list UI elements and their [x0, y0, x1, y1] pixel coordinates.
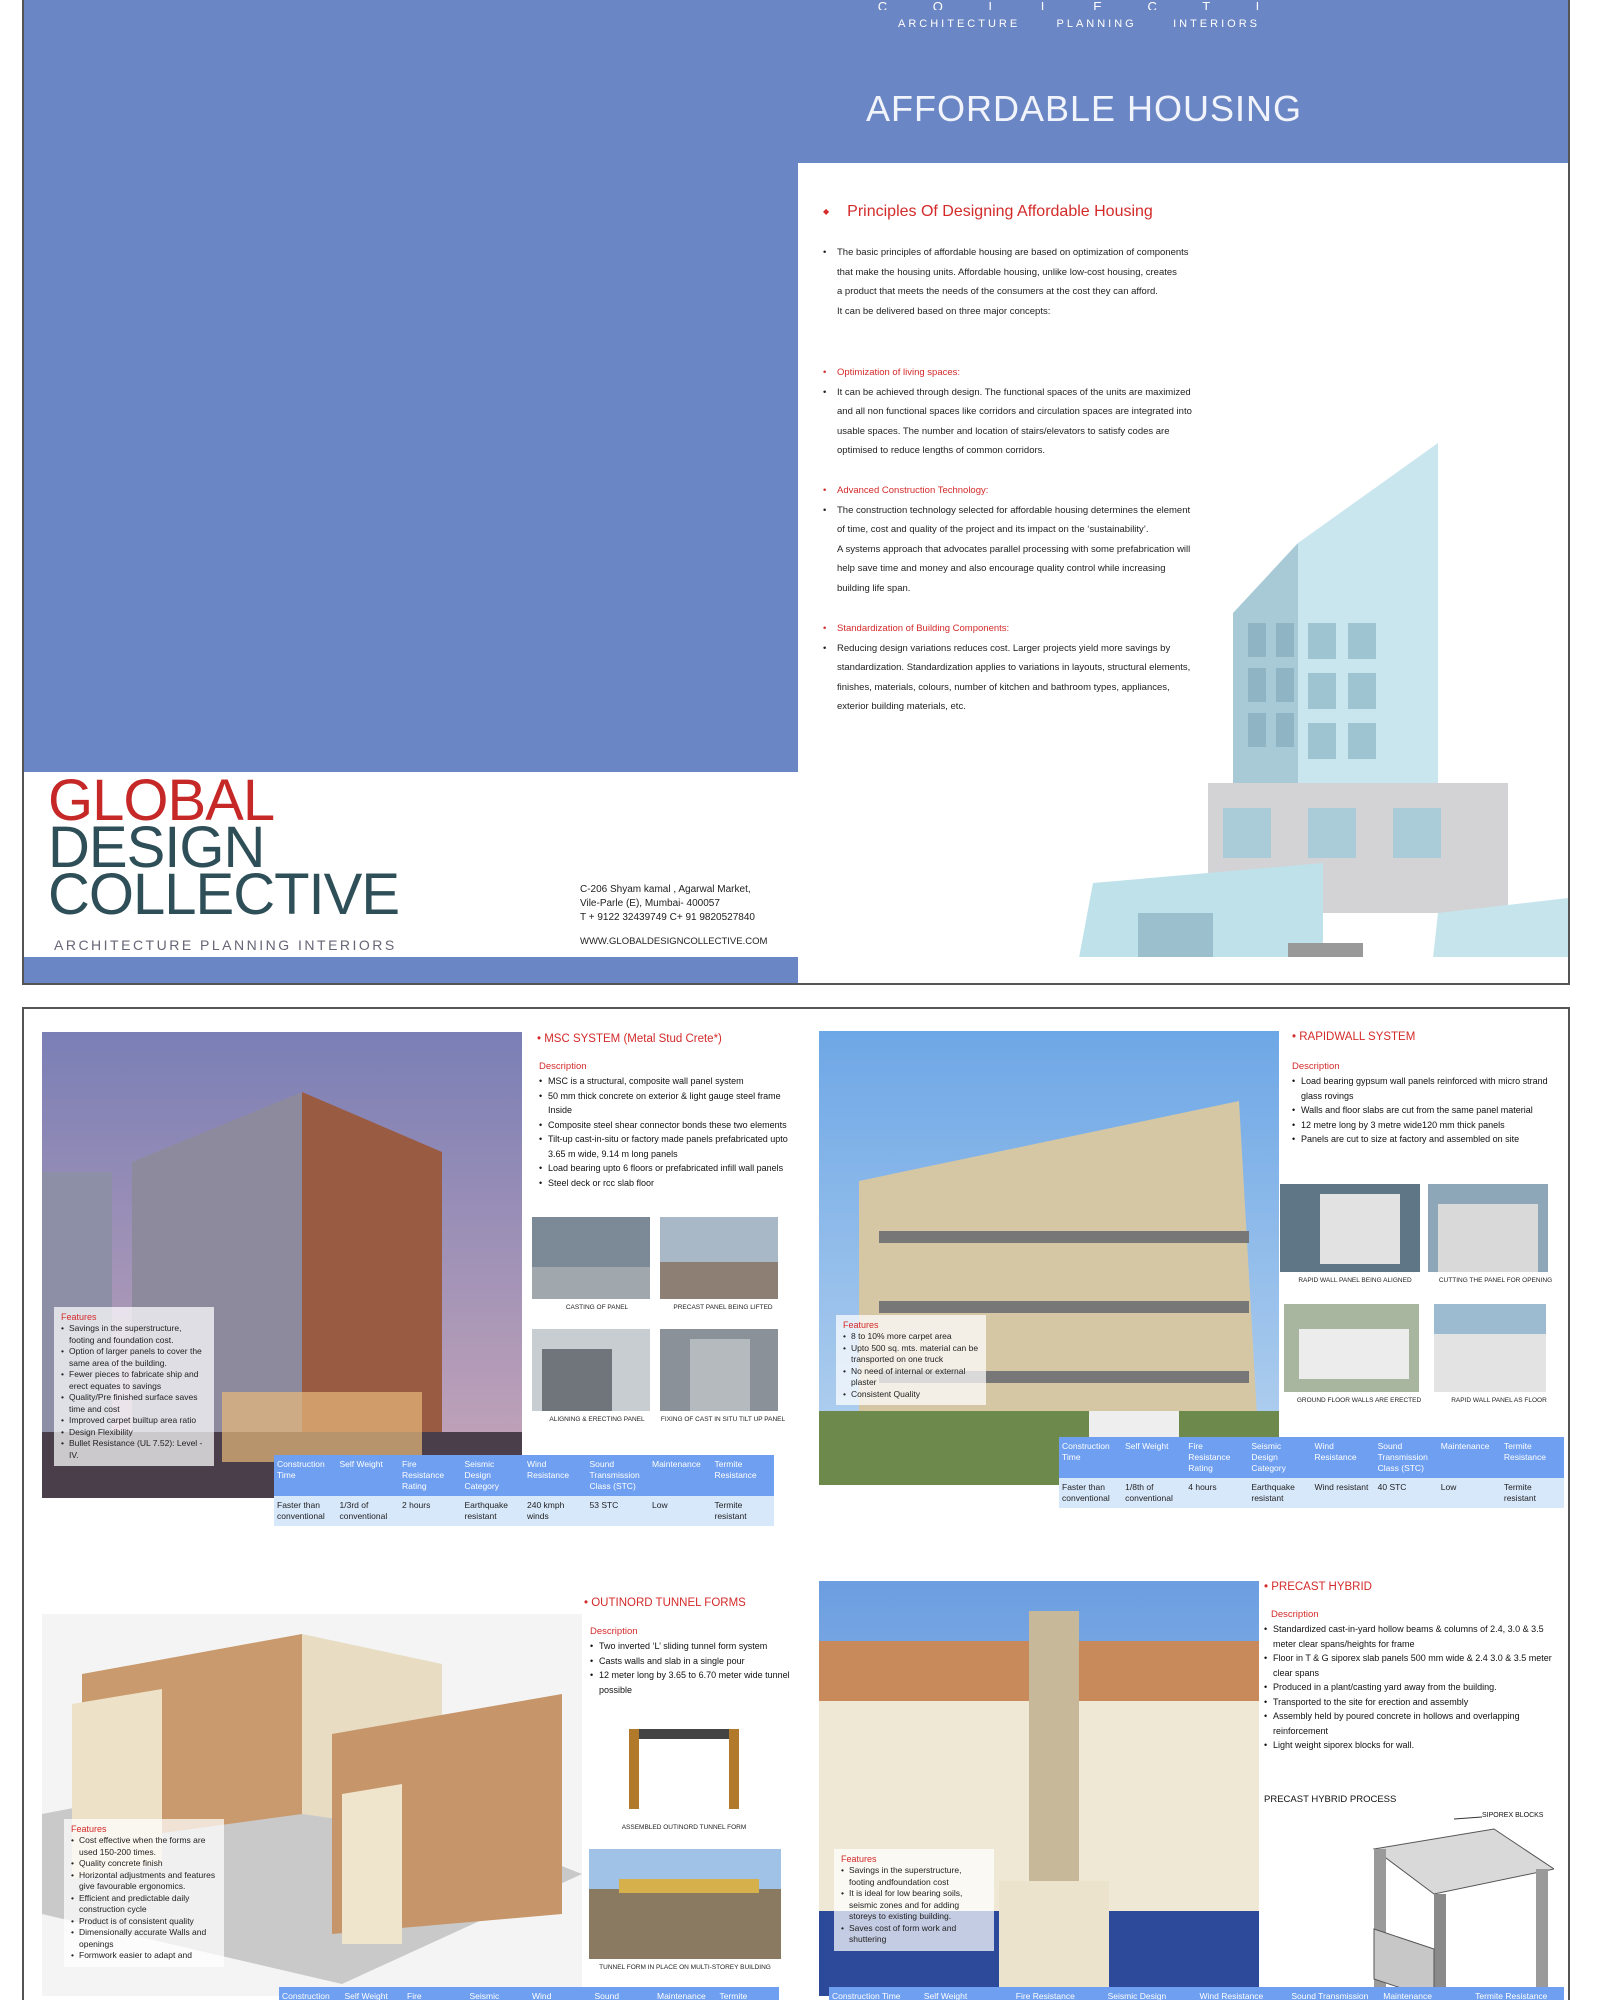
precast-description-list: [1264, 1622, 1554, 1753]
thumb-photo: [660, 1217, 778, 1299]
spec-header: Seismic Design Category: [464, 1459, 499, 1491]
spec-header-row: [274, 1455, 774, 1496]
feature-item: • It is ideal for low bearing soils, seismic zones and for adding storeys to existing building.: [841, 1888, 987, 1923]
spec-value: 1/3rd of conventional: [339, 1500, 388, 1521]
spec-value: 240 kmph winds: [527, 1500, 565, 1521]
thumb-photo: [609, 1719, 759, 1819]
thumb-photo: [1284, 1304, 1419, 1392]
feature-item: • Savings in the superstructure, footing and foundation cost.: [61, 1323, 207, 1346]
feature-item: • Horizontal adjustments and features give favourable ergonomics.: [71, 1870, 217, 1893]
thumb-photo: [1428, 1184, 1548, 1272]
spec-value: Termite resistant: [1503, 1482, 1536, 1503]
thumb-photo: [1434, 1304, 1546, 1392]
spec-value: Low: [1440, 1482, 1457, 1492]
description-item: • Load bearing upto 6 floors or prefabricated infill wall panels: [539, 1161, 789, 1176]
description-item: • Casts walls and slab in a single pour: [590, 1654, 800, 1669]
rapidwall-thumb-3: [1284, 1304, 1434, 1404]
feature-item: • Product is of consistent quality: [71, 1916, 217, 1928]
outinord-thumb-2: [580, 1849, 790, 1971]
feature-item: • Improved carpet builtup area ratio: [61, 1415, 207, 1427]
spec-header: Seismic: [469, 1991, 500, 2000]
rapidwall-features-box: [836, 1315, 986, 1405]
spec-value: Earthquake resistant: [464, 1500, 508, 1521]
thumb-caption: FIXING OF CAST IN SITU TILT UP PANEL: [660, 1416, 786, 1423]
features-label: Features: [841, 1854, 877, 1864]
description-item: • 12 meter long by 3.65 to 6.70 meter wide tunnel possible: [590, 1668, 800, 1697]
principle-heading: • Advanced Construction Technology:: [823, 481, 1213, 501]
page-title: AFFORDABLE HOUSING: [865, 88, 1303, 129]
rapidwall-description-list: [1292, 1074, 1554, 1147]
spec-header: Fire Resistance Rating: [402, 1459, 445, 1491]
thumb-caption: ASSEMBLED OUTINORD TUNNEL FORM: [621, 1824, 747, 1831]
description-item: • Transported to the site for erection and assembly: [1264, 1695, 1554, 1710]
spec-value: 2 hours: [402, 1500, 431, 1510]
address-line: Vile-Parle (E), Mumbai- 400057: [580, 898, 720, 909]
feature-item: • Savings in the superstructure, footing andfoundation cost: [841, 1865, 987, 1888]
header-wordmark: C O L L E C T I: [877, 0, 1281, 10]
feature-item: • Quality/Pre finished surface saves time and cost: [61, 1392, 207, 1415]
spec-value: Faster than conventional: [1062, 1482, 1110, 1503]
thumb-caption: ALIGNING & ERECTING PANEL: [549, 1416, 645, 1423]
spec-header: Self Weight: [923, 1991, 968, 2000]
phone-line: T + 9122 32439749 C+ 91 9820527840: [580, 912, 755, 923]
outinord-thumb-1: [584, 1719, 784, 1831]
principle-line: and all non functional spaces like corridors and circulation spaces are integrated into: [837, 406, 1192, 417]
website-link[interactable]: WWW.GLOBALDESIGNCOLLECTIVE.COM: [580, 936, 768, 947]
precast-spec-table: [829, 1987, 1564, 2000]
logo-global: GLOBAL: [48, 768, 275, 833]
spec-header: Termite Resistance: [1503, 1441, 1546, 1462]
msc-description-list: [539, 1074, 789, 1190]
thumb-photo: [589, 1849, 781, 1959]
principle-line: standardization. Standardization applies to variations in layouts, structural elements,: [837, 662, 1191, 673]
spec-header: Seismic Design Category: [1251, 1441, 1286, 1473]
features-label: Features: [61, 1312, 97, 1322]
spec-header: Termite: [719, 1991, 748, 2000]
spec-header: Wind Resistance: [527, 1459, 570, 1480]
feature-item: • Efficient and predictable daily construction cycle: [71, 1893, 217, 1916]
feature-item: • Saves cost of form work and shuttering: [841, 1923, 987, 1946]
thumb-caption: TUNNEL FORM IN PLACE ON MULTI-STOREY BUILDING: [599, 1964, 771, 1971]
spec-header: Termite Resistance: [1475, 1991, 1548, 2000]
msc-spec-table: [274, 1455, 774, 1526]
spec-value: Termite resistant: [714, 1500, 747, 1521]
feature-item: • Design Flexibility: [61, 1427, 207, 1439]
logo-design: DESIGN: [48, 815, 265, 880]
building-illustration: [838, 323, 1570, 957]
feature-item: • Consistent Quality: [843, 1389, 979, 1401]
principle-line: optimised to reduce lengths of common corridors.: [837, 445, 1046, 456]
feature-item: • Bullet Resistance (UL 7.52): Level -IV.: [61, 1438, 207, 1461]
spec-header: Termite Resistance: [714, 1459, 757, 1480]
intro-line: • The basic principles of affordable housing are based on optimization of components: [823, 243, 1193, 263]
msc-thumb-2: [660, 1217, 786, 1311]
features-label: Features: [843, 1320, 879, 1330]
spec-header: Maintenance: [657, 1991, 706, 2000]
spec-header: Fire Resistance: [1015, 1991, 1075, 2000]
msc-thumb-4: [660, 1329, 786, 1423]
spec-header-row: [1059, 1437, 1564, 1478]
spec-value: 53 STC: [589, 1500, 619, 1510]
principle-line: building life span.: [837, 582, 911, 594]
description-item: • Walls and floor slabs are cut from the same panel material: [1292, 1103, 1554, 1118]
rapidwall-building-photo: [819, 1031, 1279, 1485]
spec-header: Construction Time: [277, 1459, 325, 1480]
principle-line: usable spaces. The number and location of stairs/elevators to satisfy codes are: [837, 425, 1170, 437]
outinord-spec-table: [279, 1987, 779, 2000]
siporex-label: SIPOREX BLOCKS: [1482, 1812, 1544, 1819]
msc-thumb-3: [532, 1329, 662, 1423]
spec-header: Wind Resistance: [1199, 1991, 1264, 2000]
intro-line: that make the housing units. Affordable housing, unlike low-cost housing, creates: [837, 266, 1177, 278]
features-label: Features: [71, 1824, 107, 1834]
feature-item: • Option of larger panels to cover the same area of the building.: [61, 1346, 207, 1369]
spec-value: Wind resistant: [1314, 1482, 1369, 1492]
msc-title: • MSC SYSTEM (Metal Stud Crete*): [537, 1033, 722, 1045]
feature-item: • Fewer pieces to fabricate ship and erect equates to savings: [61, 1369, 207, 1392]
description-item: • Standardized cast-in-yard hollow beams & columns of 2.4, 3.0 & 3.5 meter clear spans/heights for frame: [1264, 1622, 1554, 1651]
description-item: • Produced in a plant/casting yard away from the building.: [1264, 1680, 1554, 1695]
thumb-photo: [1280, 1184, 1420, 1272]
spec-header: Self Weight: [339, 1459, 383, 1469]
description-item: • 50 mm thick concrete on exterior & light gauge steel frame Inside: [539, 1089, 789, 1118]
feature-item: • No need of internal or external plaster: [843, 1366, 979, 1389]
outinord-title: • OUTINORD TUNNEL FORMS: [584, 1597, 746, 1609]
spec-value-row: [274, 1496, 774, 1526]
spec-header: Maintenance: [1440, 1441, 1490, 1451]
rapidwall-title: • RAPIDWALL SYSTEM: [1292, 1031, 1416, 1043]
feature-item: • Dimensionally accurate Walls and openings: [71, 1927, 217, 1950]
logo-tagline: ARCHITECTURE PLANNING INTERIORS: [54, 937, 397, 953]
spec-header: Wind: [532, 1991, 552, 2000]
spec-header-row: [279, 1987, 779, 2000]
outinord-desc-label: Description: [590, 1626, 638, 1637]
thumb-photo: [532, 1217, 650, 1299]
description-item: • Steel deck or rcc slab floor: [539, 1176, 789, 1191]
address-line: C-206 Shyam kamal , Agarwal Market,: [580, 884, 751, 895]
feature-item: • 8 to 10% more carpet area: [843, 1331, 979, 1343]
spec-header-row: [829, 1987, 1564, 2000]
msc-desc-label: Description: [539, 1061, 587, 1072]
description-item: • Floor in T & G siporex slab panels 500 mm wide & 2.4 3.0 & 3.5 meter clear spans: [1264, 1651, 1554, 1680]
spec-header: Sound Transmission: [1291, 1991, 1369, 2000]
principle-line: exterior building materials, etc.: [837, 701, 966, 712]
rapidwall-thumb-1: [1280, 1184, 1430, 1284]
thumb-caption: CASTING OF PANEL: [565, 1304, 629, 1311]
msc-thumb-1: [532, 1217, 662, 1311]
rapidwall-features-list: [843, 1331, 979, 1400]
outinord-features-box: [64, 1819, 224, 1967]
principle-line: of time, cost and quality of the project and its impact on the ‘sustainability’.: [837, 524, 1149, 535]
precast-features-box: [834, 1849, 994, 1951]
spec-header: Sound Transmission Class (STC): [589, 1459, 640, 1491]
description-item: • Tilt-up cast-in-situ or factory made panels prefabricated upto 3.65 m wide, 9.14 m long panels: [539, 1132, 789, 1161]
description-item: • Light weight siporex blocks for wall.: [1264, 1738, 1554, 1753]
logo-collective: COLLECTIVE: [48, 862, 399, 927]
principle-line: help save time and money and also encourage quality control while increasing: [837, 563, 1166, 574]
construction-systems-spread: [22, 1007, 1570, 2000]
spec-header: Sound Transmission Class (STC): [1377, 1441, 1428, 1473]
spec-value: Low: [652, 1500, 668, 1510]
feature-item: • Formwork easier to adapt and: [71, 1950, 217, 1962]
precast-features-list: [841, 1865, 987, 1946]
precast-desc-label: Description: [1271, 1609, 1319, 1620]
spec-value-row: [1059, 1478, 1564, 1508]
spec-header: Sound: [594, 1991, 620, 2000]
header-tagline: ARCHITECTURE PLANNING INTERIORS: [898, 18, 1260, 30]
thumb-caption: PRECAST PANEL BEING LIFTED: [673, 1304, 773, 1311]
rapidwall-thumb-2: [1428, 1184, 1563, 1284]
spec-value: 40 STC: [1377, 1482, 1407, 1492]
precast-title: • PRECAST HYBRID: [1264, 1581, 1372, 1593]
spec-value: 4 hours: [1188, 1482, 1217, 1492]
principle-line: • It can be achieved through design. The functional spaces of the units are maximized: [823, 383, 1213, 403]
description-item: • Composite steel shear connector bonds these two elements: [539, 1118, 789, 1133]
principle-heading: • Optimization of living spaces:: [823, 363, 1213, 383]
spec-header: Self Weight: [1125, 1441, 1169, 1451]
thumb-caption: CUTTING THE PANEL FOR OPENING: [1438, 1277, 1553, 1284]
description-item: • Load bearing gypsum wall panels reinforced with micro strand glass rovings: [1292, 1074, 1554, 1103]
msc-features-box: [54, 1307, 214, 1466]
spec-header: Seismic Design: [1107, 1991, 1167, 2000]
principle-line: • The construction technology selected for affordable housing determines the element: [823, 501, 1213, 521]
feature-item: • Upto 500 sq. mts. material can be transported on one truck: [843, 1343, 979, 1366]
description-item: • 12 metre long by 3 metre wide120 mm thick panels: [1292, 1118, 1554, 1133]
spec-header: Wind Resistance: [1314, 1441, 1357, 1462]
spec-header: Fire: [407, 1991, 422, 2000]
principle-line: finishes, materials, colours, number of kitchen and bathroom types, appliances,: [837, 681, 1170, 693]
brochure-cover-spread: [22, 0, 1570, 985]
description-item: • MSC is a structural, composite wall panel system: [539, 1074, 789, 1089]
spec-value: Earthquake resistant: [1251, 1482, 1295, 1503]
spec-header: Fire Resistance Rating: [1188, 1441, 1231, 1473]
spec-header: Construction Time: [832, 1991, 901, 2000]
principles-panel: [798, 163, 1570, 985]
spec-header: Maintenance: [1383, 1991, 1432, 2000]
rapidwall-thumb-4: [1434, 1304, 1564, 1404]
rapidwall-spec-table: [1059, 1437, 1564, 1508]
contact-address: [580, 883, 755, 925]
principle-line: • Reducing design variations reduces cost. Larger projects yield more savings by: [823, 639, 1213, 659]
description-item: • Assembly held by poured concrete in hollows and overlapping reinforcement: [1264, 1709, 1554, 1738]
feature-item: • Quality concrete finish: [71, 1858, 217, 1870]
intro-line: It can be delivered based on three major concepts:: [837, 305, 1051, 317]
rapidwall-desc-label: Description: [1292, 1061, 1340, 1072]
precast-process-diagram: [1304, 1809, 1554, 2000]
thumb-caption: RAPID WALL PANEL BEING ALIGNED: [1298, 1277, 1412, 1284]
spec-header: Construction: [282, 1991, 330, 2000]
msc-features-list: [61, 1323, 207, 1461]
intro-paragraph: [823, 243, 1193, 321]
thumb-photo: [532, 1329, 650, 1411]
spec-value: 1/8th of conventional: [1125, 1482, 1173, 1503]
feature-item: • Cost effective when the forms are used 150-200 times.: [71, 1835, 217, 1858]
principle-heading: • Standardization of Building Components:: [823, 619, 1213, 639]
spec-header: Self Weight: [344, 1991, 388, 2000]
thumb-caption: RAPID WALL PANEL AS FLOOR: [1451, 1397, 1547, 1404]
principles-title: ◆ Principles Of Designing Affordable Housing: [823, 203, 1153, 221]
spec-value: Faster than conventional: [277, 1500, 325, 1521]
intro-line: a product that meets the needs of the consumers at the cost they can afford.: [837, 286, 1158, 297]
outinord-features-list: [71, 1835, 217, 1962]
principle-line: A systems approach that advocates parallel processing with some prefabrication will: [837, 543, 1191, 555]
outinord-description-list: [590, 1639, 800, 1697]
precast-process-label: PRECAST HYBRID PROCESS: [1264, 1794, 1397, 1805]
description-item: • Two inverted ‘L’ sliding tunnel form system: [590, 1639, 800, 1654]
thumb-photo: [660, 1329, 778, 1411]
spec-header: Construction Time: [1062, 1441, 1110, 1462]
description-item: • Panels are cut to size at factory and assembled on site: [1292, 1132, 1554, 1147]
spec-header: Maintenance: [652, 1459, 701, 1469]
thumb-caption: GROUND FLOOR WALLS ARE ERECTED: [1296, 1397, 1422, 1404]
